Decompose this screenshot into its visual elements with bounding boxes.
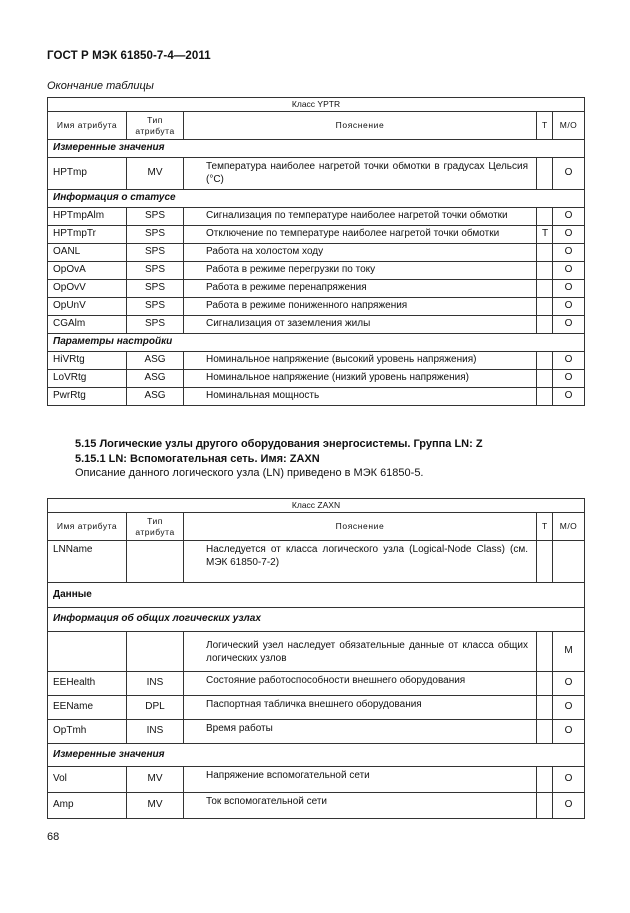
class-label: Класс ZAXN <box>48 499 585 513</box>
attribute-mo: О <box>553 208 585 226</box>
attribute-t <box>537 298 553 316</box>
table-row <box>48 541 585 583</box>
section-body-text: Описание данного логического узла (LN) приведено в МЭК 61850-5. <box>75 467 424 479</box>
attribute-type: ASG <box>127 352 184 370</box>
column-header-mo: М/О <box>553 112 585 140</box>
attribute-description: Работа в режиме перенапряжения <box>184 280 537 298</box>
attribute-t <box>537 672 553 696</box>
attribute-t <box>537 767 553 793</box>
attribute-type: MV <box>127 158 184 190</box>
attribute-description: Номинальная мощность <box>184 388 537 406</box>
attribute-mo: О <box>553 262 585 280</box>
attribute-mo <box>553 541 585 583</box>
attribute-name: OpUnV <box>48 298 127 316</box>
page-number: 68 <box>47 831 60 843</box>
section-title: Информация о статусе <box>48 190 585 208</box>
attribute-t <box>537 720 553 744</box>
column-header-name: Имя атрибута <box>48 513 127 541</box>
table-row <box>48 208 585 226</box>
table-row <box>48 672 585 696</box>
attribute-t: Т <box>537 226 553 244</box>
attribute-description: Сигнализация от заземления жилы <box>184 316 537 334</box>
table-row <box>48 158 585 190</box>
table-continuation-note: Окончание таблицы <box>47 80 154 92</box>
column-header-type: Тип атрибута <box>127 112 184 140</box>
attribute-description: Номинальное напряжение (низкий уровень напряжения) <box>184 370 537 388</box>
attribute-mo: О <box>553 370 585 388</box>
table-row <box>48 370 585 388</box>
section-title: Измеренные значения <box>48 140 585 158</box>
attribute-name: OpTmh <box>48 720 127 744</box>
attribute-name: Amp <box>48 793 127 819</box>
attribute-type: SPS <box>127 280 184 298</box>
column-header-t: Т <box>537 112 553 140</box>
table-row <box>48 262 585 280</box>
attribute-name: PwrRtg <box>48 388 127 406</box>
section-title: Параметры настройки <box>48 334 585 352</box>
attribute-type: SPS <box>127 208 184 226</box>
attribute-type: SPS <box>127 226 184 244</box>
attribute-t <box>537 280 553 298</box>
attribute-mo: О <box>553 316 585 334</box>
table-row <box>48 280 585 298</box>
attribute-mo: О <box>553 244 585 262</box>
column-header-type: Тип атрибута <box>127 513 184 541</box>
section-title: Информация об общих логических узлах <box>48 608 585 632</box>
attribute-description: Работа в режиме перегрузки по току <box>184 262 537 280</box>
attribute-mo: О <box>553 280 585 298</box>
attribute-description: Работа в режиме пониженного напряжения <box>184 298 537 316</box>
zaxn-class-table <box>47 498 585 819</box>
attribute-mo: О <box>553 696 585 720</box>
attribute-type: MV <box>127 767 184 793</box>
attribute-name: EEHealth <box>48 672 127 696</box>
attribute-name: HPTmp <box>48 158 127 190</box>
attribute-description: Сигнализация по температуре наиболее нагретой точки обмотки <box>184 208 537 226</box>
attribute-type <box>127 541 184 583</box>
attribute-description: Номинальное напряжение (высокий уровень напряжения) <box>184 352 537 370</box>
yptr-class-table <box>47 97 585 406</box>
column-header-mo: М/О <box>553 513 585 541</box>
table-row <box>48 298 585 316</box>
table-row <box>48 632 585 672</box>
table-row <box>48 388 585 406</box>
attribute-t <box>537 262 553 280</box>
attribute-mo: О <box>553 720 585 744</box>
column-header-t: Т <box>537 513 553 541</box>
attribute-name <box>48 632 127 672</box>
attribute-t <box>537 370 553 388</box>
attribute-name: HPTmpTr <box>48 226 127 244</box>
attribute-description: Состояние работоспособности внешнего оборудования <box>184 672 537 696</box>
attribute-name: LoVRtg <box>48 370 127 388</box>
attribute-type: SPS <box>127 316 184 334</box>
table-row <box>48 316 585 334</box>
attribute-type: DPL <box>127 696 184 720</box>
attribute-description: Логический узел наследует обязательные данные от класса общих логических узлов <box>184 632 537 672</box>
attribute-mo: О <box>553 793 585 819</box>
column-header-name: Имя атрибута <box>48 112 127 140</box>
attribute-type: ASG <box>127 388 184 406</box>
attribute-t <box>537 793 553 819</box>
attribute-description: Паспортная табличка внешнего оборудования <box>184 696 537 720</box>
attribute-name: HPTmpAlm <box>48 208 127 226</box>
attribute-name: EEName <box>48 696 127 720</box>
attribute-mo: О <box>553 352 585 370</box>
attribute-description: Отключение по температуре наиболее нагретой точки обмотки <box>184 226 537 244</box>
table-row <box>48 696 585 720</box>
attribute-description: Ток вспомогательной сети <box>184 793 537 819</box>
attribute-description: Работа на холостом ходу <box>184 244 537 262</box>
attribute-type: MV <box>127 793 184 819</box>
class-label: Класс YPTR <box>48 98 585 112</box>
attribute-t <box>537 208 553 226</box>
table-row <box>48 793 585 819</box>
attribute-name: Vol <box>48 767 127 793</box>
attribute-name: CGAlm <box>48 316 127 334</box>
attribute-t <box>537 696 553 720</box>
column-header-description: Пояснение <box>184 513 537 541</box>
attribute-t <box>537 244 553 262</box>
attribute-name: OpOvA <box>48 262 127 280</box>
attribute-t <box>537 316 553 334</box>
table-row <box>48 767 585 793</box>
attribute-mo: О <box>553 672 585 696</box>
subsection-heading: 5.15.1 LN: Вспомогательная сеть. Имя: ZAXN <box>75 453 320 465</box>
section-title: Измеренные значения <box>48 744 585 767</box>
attribute-type: SPS <box>127 262 184 280</box>
attribute-t <box>537 158 553 190</box>
table-row <box>48 226 585 244</box>
attribute-t <box>537 541 553 583</box>
attribute-description: Наследуется от класса логического узла (Logical-Node Class) (см. МЭК 61850-7-2) <box>184 541 537 583</box>
attribute-name: HiVRtg <box>48 352 127 370</box>
attribute-mo: О <box>553 388 585 406</box>
attribute-type: SPS <box>127 298 184 316</box>
attribute-type: INS <box>127 672 184 696</box>
attribute-mo: О <box>553 226 585 244</box>
attribute-t <box>537 388 553 406</box>
table-row <box>48 352 585 370</box>
data-section-title: Данные <box>48 583 585 608</box>
attribute-type: ASG <box>127 370 184 388</box>
attribute-mo: О <box>553 158 585 190</box>
attribute-name: OANL <box>48 244 127 262</box>
attribute-t <box>537 352 553 370</box>
attribute-name: LNName <box>48 541 127 583</box>
section-heading: 5.15 Логические узлы другого оборудования энергосистемы. Группа LN: Z <box>75 438 483 450</box>
attribute-name: OpOvV <box>48 280 127 298</box>
attribute-type <box>127 632 184 672</box>
table-row <box>48 244 585 262</box>
table-row <box>48 720 585 744</box>
attribute-t <box>537 632 553 672</box>
attribute-description: Напряжение вспомогательной сети <box>184 767 537 793</box>
column-header-description: Пояснение <box>184 112 537 140</box>
attribute-mo: М <box>553 632 585 672</box>
attribute-description: Температура наиболее нагретой точки обмотки в градусах Цельсия (°С) <box>184 158 537 190</box>
attribute-mo: О <box>553 767 585 793</box>
attribute-mo: О <box>553 298 585 316</box>
attribute-description: Время работы <box>184 720 537 744</box>
document-header: ГОСТ Р МЭК 61850-7-4—2011 <box>47 50 211 62</box>
attribute-type: INS <box>127 720 184 744</box>
attribute-type: SPS <box>127 244 184 262</box>
